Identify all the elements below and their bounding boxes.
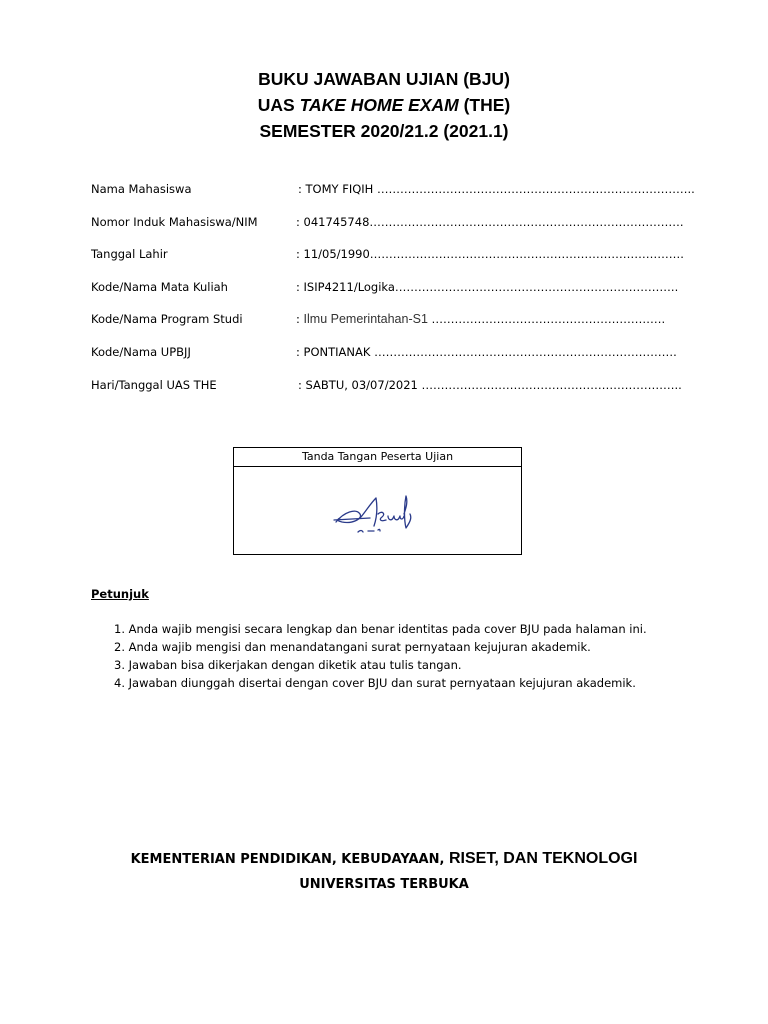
university-name: UNIVERSITAS TERBUKA [299,877,469,892]
field-value-prefix: : [296,312,304,327]
field-label: Hari/Tanggal UAS THE [91,377,217,392]
title-line-3: SEMESTER 2020/21.2 (2021.1) [259,121,509,141]
field-value [296,312,666,327]
field-value: : ISIP4211/Logika……………………………………………………………….. [296,279,679,294]
field-value: : TOMY FIQIH ……………………………………………………………………….. [298,182,695,196]
ministry-name-part1: KEMENTERIAN PENDIDIKAN, KEBUDAYAAN, [130,852,449,867]
instruction-item: 2. Anda wajib mengisi dan menandatangani surat pernyataan kejujuran akademik. [114,640,591,654]
title-line-2 [0,92,768,118]
field-value-suffix: ……………………………………………………. [427,312,666,327]
instruction-item: 3. Jawaban bisa dikerjakan dengan diketik atau tulis tangan. [114,658,462,672]
field-label: Kode/Nama Mata Kuliah [91,279,228,294]
signature-header: Tanda Tangan Peserta Ujian [234,448,521,467]
field-label: Nama Mahasiswa [91,182,192,196]
field-value: : 041745748………………………………………………………………………. [296,214,684,229]
field-row-upbjj [91,343,677,376]
instructions-list [114,620,647,692]
field-value: : 11/05/1990………………………………………………………………………. [296,247,684,262]
identity-fields [91,180,695,408]
field-row-tanggal-lahir [91,245,684,278]
institution-footer [0,848,768,899]
field-label: Nomor Induk Mahasiswa/NIM [91,214,258,229]
field-row-program-studi [91,310,666,343]
ministry-name [0,848,768,871]
field-label: Kode/Nama UPBJJ [91,344,191,359]
field-row-nama [91,180,695,213]
field-value: : SABTU, 03/07/2021 ………………………………………………………….. [298,377,682,392]
title-line-2-italic: TAKE HOME EXAM [299,95,459,115]
field-row-mata-kuliah [91,278,679,311]
field-row-hari-tanggal [91,376,682,409]
field-row-nim [91,213,684,246]
field-label: Tanggal Lahir [91,247,168,262]
ministry-name-part2: RISET, DAN TEKNOLOGI [448,850,638,867]
signature-box [233,447,522,555]
signature-image [330,484,420,544]
field-value-program: Ilmu Pemerintahan-S1 [303,312,428,327]
field-value: : PONTIANAK ……………………………………………………………………. [296,344,677,359]
title-line-2-prefix: UAS [257,95,300,115]
title-line-1: BUKU JAWABAN UJIAN (BJU) [258,69,510,89]
instructions-title: Petunjuk [91,587,149,601]
instruction-item: 1. Anda wajib mengisi secara lengkap dan benar identitas pada cover BJU pada halaman ini. [114,622,647,636]
instruction-item: 4. Jawaban diunggah disertai dengan cover BJU dan surat pernyataan kejujuran akademik. [114,676,636,690]
document-title [0,66,768,144]
field-label: Kode/Nama Program Studi [91,312,243,327]
title-line-2-suffix: (THE) [458,95,511,115]
